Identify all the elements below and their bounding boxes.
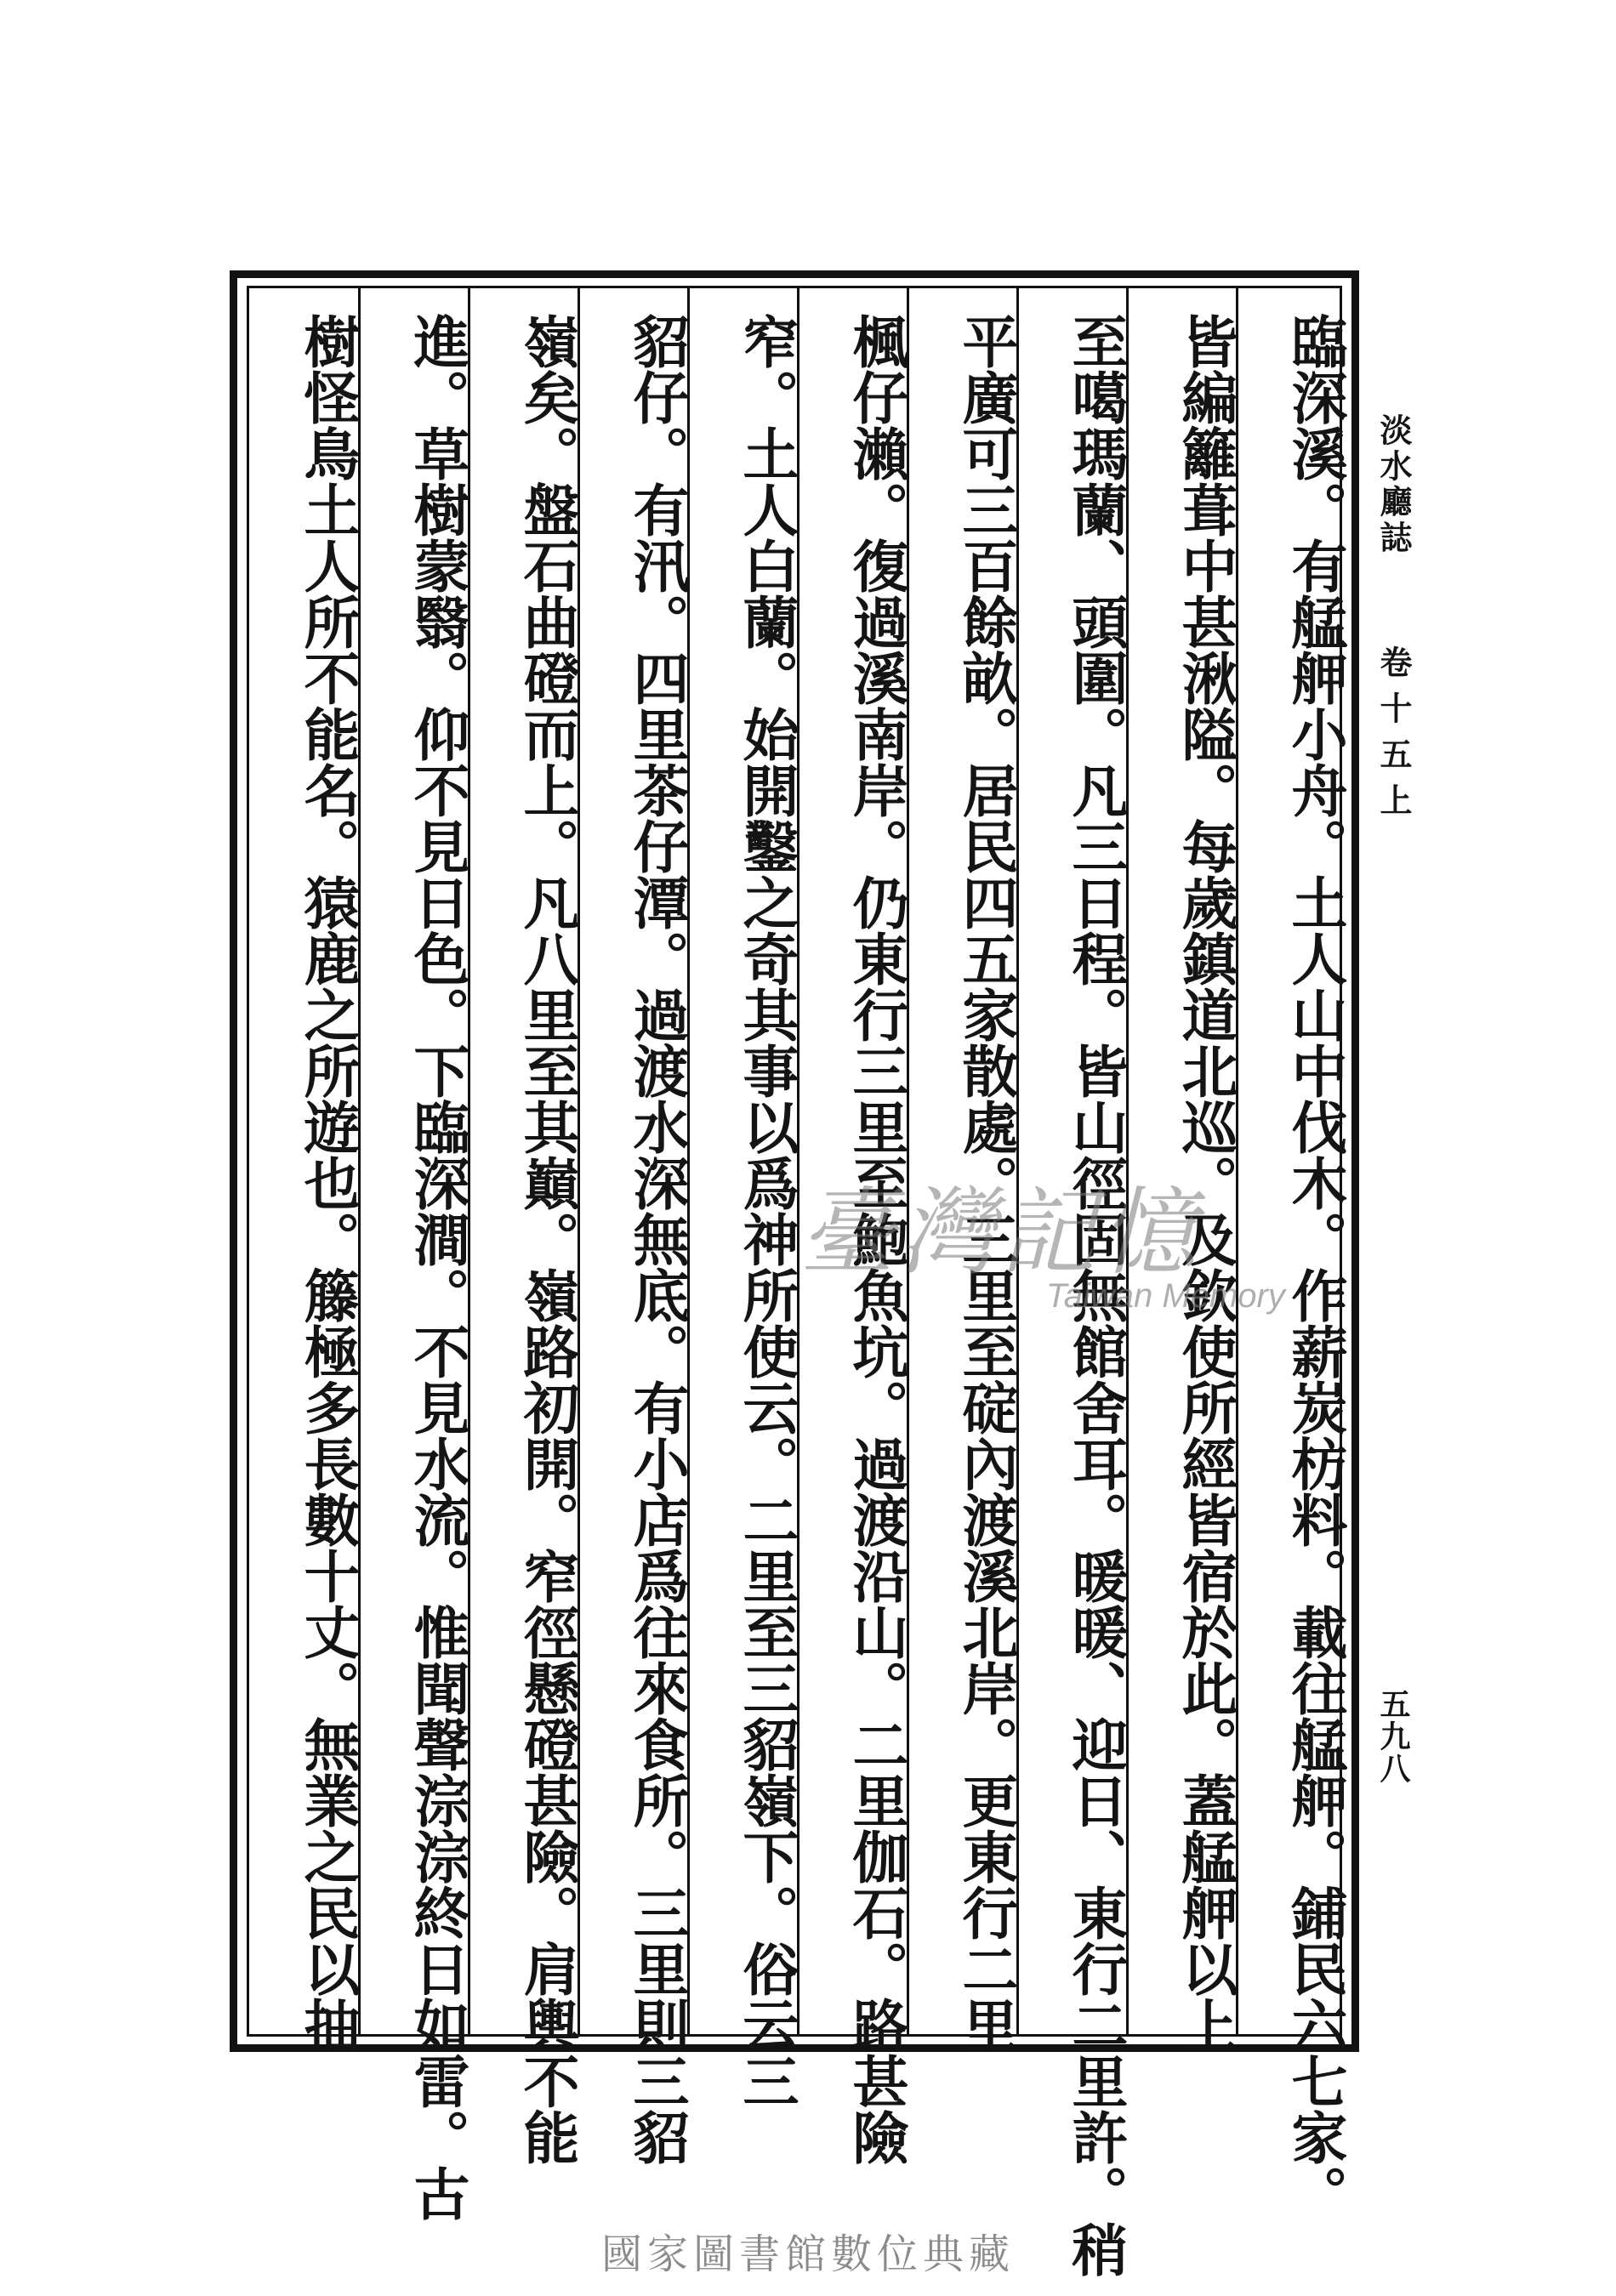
text-column-2 — [1126, 287, 1238, 2053]
text-column-8 — [468, 287, 580, 2165]
text-column-1 — [1236, 287, 1348, 2221]
text-column-4 — [907, 287, 1019, 2053]
running-title: 淡水廳誌 — [1374, 412, 1413, 556]
column-text: 至噶瑪蘭、頭圍。凡三日程。皆山徑固無館舍耳。暖暖、迎日、東行二里許。稍 — [1062, 313, 1129, 2277]
column-text: 窄。土人白蘭。始開鑿之奇其事以爲神所使云。二里至三貂嶺下。俗云三 — [733, 313, 799, 2109]
watermark-chinese: 臺灣記憶 — [799, 1178, 1201, 1288]
column-text: 貂仔。有汛。四里茶仔潭。過渡水深無底。有小店爲往來食所。三里則三貂 — [623, 313, 690, 2165]
column-text: 進。草樹蒙翳。仰不見日色。下臨深澗。不見水流。惟聞聲淙淙終日如雷。古 — [404, 313, 470, 2221]
text-column-6 — [687, 287, 799, 2109]
column-text: 楓仔瀨。復過溪南岸。仍東行三里至鮑魚坑。過渡沿山。二里伽石。路甚險 — [843, 313, 909, 2165]
text-column-5 — [797, 287, 909, 2165]
column-text: 平廣可三百餘畝。居民四五家散處。三里至碇內渡溪北岸。更東行二里 — [953, 313, 1019, 2053]
text-column-10 — [248, 287, 361, 2053]
page-number: 五九八 — [1375, 1688, 1411, 1785]
column-text: 嶺矣。盤石曲磴而上。凡八里至其巔。嶺路初開。窄徑懸磴甚險。肩輿不能 — [514, 313, 580, 2165]
margin-header — [1368, 357, 1419, 884]
text-column-9 — [358, 287, 470, 2221]
column-text: 臨深溪。有艋舺小舟。土人山中伐木。作薪炭枋料。載往艋舺。鋪民六七家。 — [1282, 313, 1348, 2221]
text-column-3 — [1016, 287, 1129, 2277]
volume-label: 卷十五上 — [1374, 645, 1413, 829]
text-column-7 — [578, 287, 690, 2165]
watermark-english: Taiwan Memory — [1046, 1277, 1285, 1315]
column-text: 樹怪鳥土人所不能名。猿鹿之所遊也。籐極多長數十丈。無業之民以抽 — [294, 313, 361, 2053]
footer-credit: 國家圖書館數位典藏 — [600, 2231, 1015, 2278]
column-text: 皆編籬葺中甚湫隘。每歲鎮道北巡。及欽使所經皆宿於此。蓋艋舺以上 — [1172, 313, 1238, 2053]
